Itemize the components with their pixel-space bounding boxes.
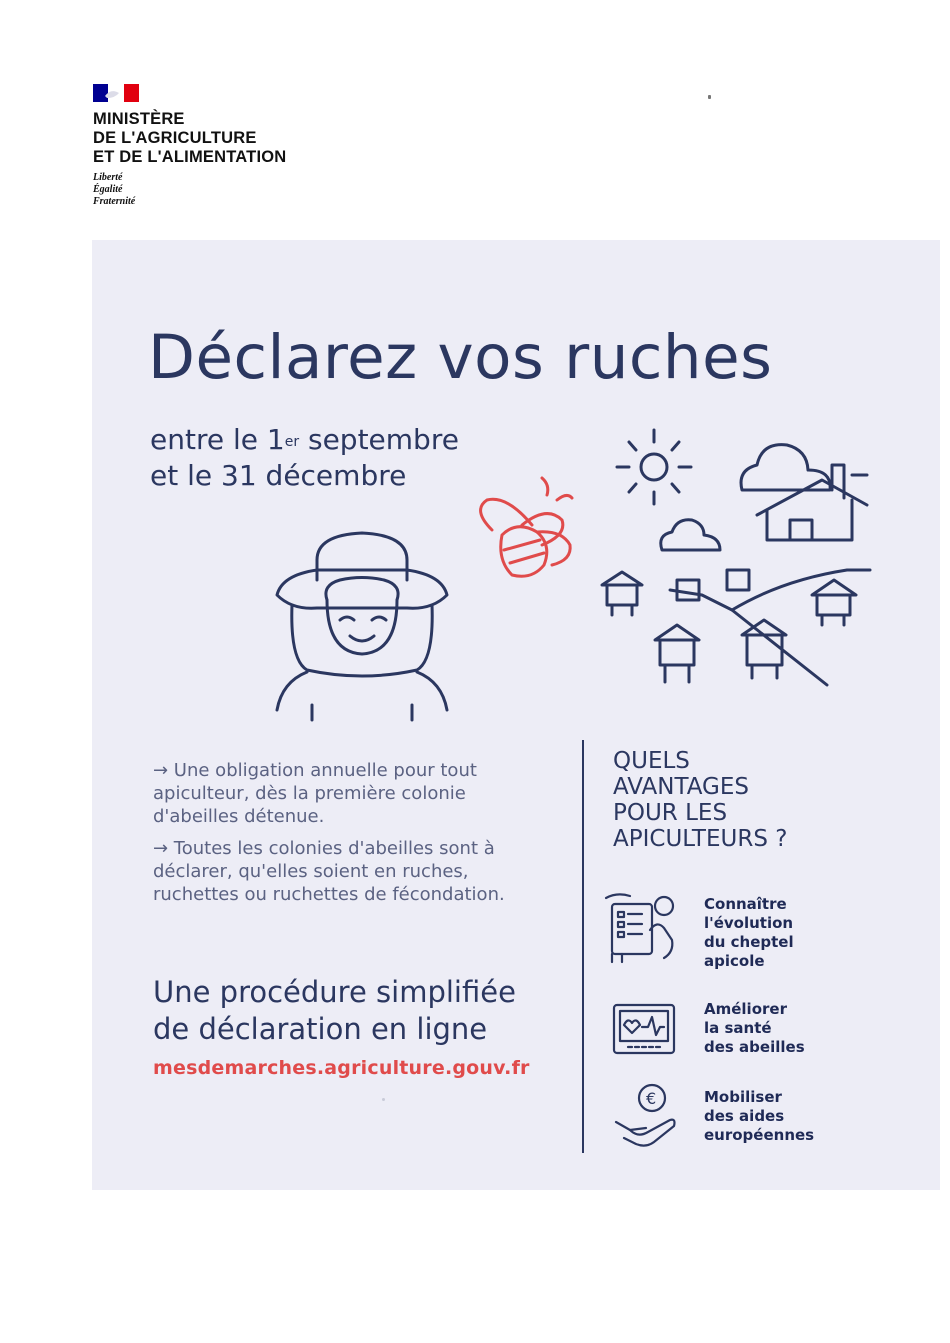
bee-icon xyxy=(481,478,572,576)
motto-line-1: Liberté xyxy=(93,172,123,183)
advantages-title-line-4: APICULTEURS ? xyxy=(613,826,788,852)
house-icon xyxy=(757,465,867,540)
dates-line-2: et le 31 décembre xyxy=(150,459,407,492)
advantage-line: des aides xyxy=(704,1107,785,1125)
dates-suffix: septembre xyxy=(299,423,459,456)
advantage-line: l'évolution xyxy=(704,914,794,932)
svg-text:€: € xyxy=(646,1089,657,1108)
advantages-title-line-2: AVANTAGES xyxy=(613,774,750,800)
advantage-line: Mobiliser xyxy=(704,1088,782,1106)
ministry-line-3: ET DE L'ALIMENTATION xyxy=(93,148,287,166)
advantage-line: apicole xyxy=(704,952,765,970)
euro-hand-icon xyxy=(602,1080,692,1160)
motto-line-2: Égalité xyxy=(93,184,123,195)
health-monitor-icon xyxy=(602,995,692,1075)
advantages-title-line-1: QUELS xyxy=(613,748,690,774)
advantage-line: européennes xyxy=(704,1126,815,1144)
ministry-name xyxy=(93,110,286,167)
hive-icon xyxy=(602,570,870,685)
ministry-line-2: DE L'AGRICULTURE xyxy=(93,129,257,147)
tablet-hand-icon xyxy=(602,890,692,970)
bullet-item: → Une obligation annuelle pour tout apiculteur, dès la première colonie d'abeilles détenue. xyxy=(153,760,477,827)
procedure-heading xyxy=(153,974,573,1048)
advantage-item xyxy=(704,1088,864,1145)
advantage-item xyxy=(704,895,864,971)
advantage-line: la santé xyxy=(704,1019,772,1037)
marianne-flag-logo xyxy=(93,84,139,102)
dates-prefix: entre le 1 xyxy=(150,423,285,456)
procedure-line-2: de déclaration en ligne xyxy=(153,1012,488,1046)
motto xyxy=(93,172,135,208)
procedure-line-1: Une procédure simplifiée xyxy=(153,975,516,1009)
advantages-title-line-3: POUR LES xyxy=(613,800,728,826)
dates-sup: er xyxy=(284,434,300,450)
website-link[interactable]: mesdemarches.agriculture.gouv.fr xyxy=(153,1057,530,1079)
ministry-line-1: MINISTÈRE xyxy=(93,110,185,128)
beekeeper-icon xyxy=(277,533,447,720)
bullet-item: → Toutes les colonies d'abeilles sont à déclarer, qu'elles soient en ruches, ruchettes ou ruchettes de fécondation. xyxy=(153,838,505,905)
motto-line-3: Fraternité xyxy=(93,196,136,207)
obligations-list xyxy=(153,759,553,915)
advantages-title xyxy=(613,748,853,852)
scan-dot xyxy=(382,1098,385,1101)
advantage-line: Améliorer xyxy=(704,1000,787,1018)
cloud-icon xyxy=(661,445,830,550)
poster-title: Déclarez vos ruches xyxy=(148,322,773,393)
beekeeping-illustration xyxy=(92,420,940,740)
advantage-line: du cheptel xyxy=(704,933,794,951)
column-divider xyxy=(582,740,584,1153)
sun-icon xyxy=(617,430,691,504)
advantage-item xyxy=(704,1000,864,1057)
scan-speck xyxy=(708,95,711,99)
advantage-line: des abeilles xyxy=(704,1038,805,1056)
advantage-line: Connaître xyxy=(704,895,787,913)
